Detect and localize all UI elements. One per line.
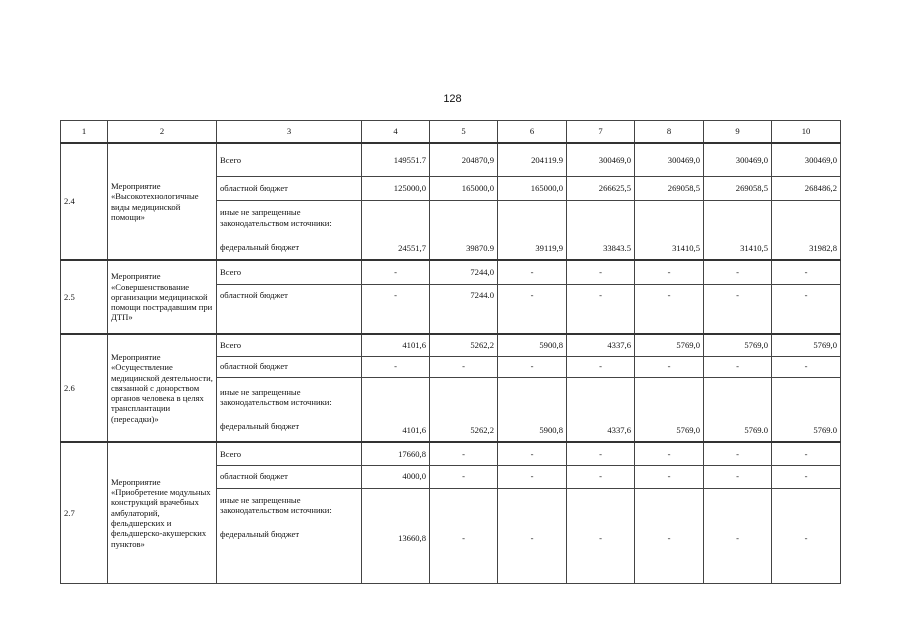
value-cell: - xyxy=(567,284,635,334)
source-label xyxy=(217,200,362,260)
value-cell: - xyxy=(704,356,772,377)
value-cell: - xyxy=(635,488,704,583)
value-cell: - xyxy=(498,284,567,334)
value-cell: - xyxy=(635,442,704,465)
value-cell: 300469,0 xyxy=(567,143,635,176)
value-cell: 5769.0 xyxy=(772,377,841,442)
item-name: Мероприятие «Совершенствование организации медицинской помощи пострадавшим при ДТП» xyxy=(108,260,217,334)
source-label: Всего xyxy=(217,143,362,176)
value-cell: - xyxy=(772,488,841,583)
value-cell: - xyxy=(567,442,635,465)
source-label: областной бюджет xyxy=(217,284,362,334)
page-number: 128 xyxy=(443,93,462,105)
value-cell: - xyxy=(635,465,704,488)
source-label: Всего xyxy=(217,260,362,284)
federal-budget-label: федеральный бюджет xyxy=(220,529,300,540)
item-number: 2.6 xyxy=(61,334,108,442)
column-header: 4 xyxy=(362,121,430,144)
column-header: 6 xyxy=(498,121,567,144)
value-cell: - xyxy=(772,284,841,334)
value-cell: 31982,8 xyxy=(772,200,841,260)
item-number: 2.4 xyxy=(61,143,108,260)
value-cell: 4337,6 xyxy=(567,377,635,442)
source-label: Всего xyxy=(217,442,362,465)
source-label xyxy=(217,488,362,583)
other-sources-label: иные не запрещенные законодательством источники: xyxy=(220,207,332,228)
source-label xyxy=(217,377,362,442)
source-label: областной бюджет xyxy=(217,465,362,488)
column-header: 10 xyxy=(772,121,841,144)
budget-table xyxy=(60,120,841,584)
source-label: областной бюджет xyxy=(217,356,362,377)
value-cell: 7244,0 xyxy=(430,260,498,284)
value-cell: 4101,6 xyxy=(362,377,430,442)
item-name: Мероприятие «Осуществление медицинской деятельности, связанной с донорством органов человека в целях трансплантации (пересадки)» xyxy=(108,334,217,442)
value-cell: 24551,7 xyxy=(362,200,430,260)
value-cell: - xyxy=(498,260,567,284)
value-cell: - xyxy=(567,260,635,284)
value-cell: - xyxy=(498,465,567,488)
value-cell: - xyxy=(772,442,841,465)
value-cell: - xyxy=(704,488,772,583)
value-cell: 4337,6 xyxy=(567,334,635,356)
value-cell: - xyxy=(362,356,430,377)
value-cell: - xyxy=(635,356,704,377)
value-cell: 300469,0 xyxy=(704,143,772,176)
value-cell: - xyxy=(567,356,635,377)
value-cell: - xyxy=(704,465,772,488)
column-header: 1 xyxy=(61,121,108,144)
table-row xyxy=(61,260,841,284)
value-cell: - xyxy=(704,260,772,284)
value-cell: 39119,9 xyxy=(498,200,567,260)
value-cell: - xyxy=(772,356,841,377)
value-cell: 31410,5 xyxy=(704,200,772,260)
value-cell: - xyxy=(498,488,567,583)
value-cell: - xyxy=(430,442,498,465)
item-number: 2.7 xyxy=(61,442,108,583)
value-cell: 269058,5 xyxy=(704,176,772,200)
value-cell: 125000,0 xyxy=(362,176,430,200)
value-cell: - xyxy=(430,465,498,488)
value-cell: 269058,5 xyxy=(635,176,704,200)
value-cell: 4000,0 xyxy=(362,465,430,488)
value-cell: 31410,5 xyxy=(635,200,704,260)
value-cell: 33843.5 xyxy=(567,200,635,260)
value-cell: - xyxy=(635,284,704,334)
value-cell: - xyxy=(498,356,567,377)
value-cell: 4101,6 xyxy=(362,334,430,356)
value-cell: 39870.9 xyxy=(430,200,498,260)
value-cell: 204119.9 xyxy=(498,143,567,176)
value-cell: 5769,0 xyxy=(635,334,704,356)
value-cell: 165000,0 xyxy=(430,176,498,200)
column-header: 2 xyxy=(108,121,217,144)
value-cell: 13660,8 xyxy=(362,488,430,583)
value-cell: - xyxy=(635,260,704,284)
value-cell: 266625,5 xyxy=(567,176,635,200)
value-cell: - xyxy=(772,260,841,284)
value-cell: 149551.7 xyxy=(362,143,430,176)
value-cell: - xyxy=(362,284,430,334)
item-number: 2.5 xyxy=(61,260,108,334)
source-label: областной бюджет xyxy=(217,176,362,200)
value-cell: 5769,0 xyxy=(704,334,772,356)
other-sources-label: иные не запрещенные законодательством источники: xyxy=(220,386,332,408)
value-cell: 5262,2 xyxy=(430,334,498,356)
value-cell: - xyxy=(362,260,430,284)
table-row xyxy=(61,442,841,465)
value-cell: 5900,8 xyxy=(498,334,567,356)
value-cell: 5769.0 xyxy=(704,377,772,442)
table-row xyxy=(61,334,841,356)
value-cell: 5769,0 xyxy=(772,334,841,356)
value-cell: 204870,9 xyxy=(430,143,498,176)
value-cell: 5769,0 xyxy=(635,377,704,442)
value-cell: 5900,8 xyxy=(498,377,567,442)
value-cell: - xyxy=(430,356,498,377)
column-header: 7 xyxy=(567,121,635,144)
other-sources-label: иные не запрещенные законодательством источники: xyxy=(220,494,332,515)
value-cell: - xyxy=(567,465,635,488)
value-cell: - xyxy=(430,488,498,583)
header-row xyxy=(61,121,841,144)
value-cell: 165000,0 xyxy=(498,176,567,200)
value-cell: 268486,2 xyxy=(772,176,841,200)
item-name: Мероприятие «Высокотехнологичные виды медицинской помощи» xyxy=(108,143,217,260)
value-cell: 300469,0 xyxy=(772,143,841,176)
value-cell: - xyxy=(704,284,772,334)
item-name: Мероприятие «Приобретение модульных конструкций врачебных амбулаторий, фельдшерских и фельдшерско-акушерских пунктов» xyxy=(108,442,217,583)
value-cell: - xyxy=(567,488,635,583)
federal-budget-label: федеральный бюджет xyxy=(220,241,300,252)
value-cell: - xyxy=(772,465,841,488)
source-label: Всего xyxy=(217,334,362,356)
value-cell: - xyxy=(498,442,567,465)
value-cell: 5262,2 xyxy=(430,377,498,442)
column-header: 9 xyxy=(704,121,772,144)
column-header: 8 xyxy=(635,121,704,144)
column-header: 3 xyxy=(217,121,362,144)
column-header: 5 xyxy=(430,121,498,144)
value-cell: 300469,0 xyxy=(635,143,704,176)
value-cell: - xyxy=(704,442,772,465)
federal-budget-label: федеральный бюджет xyxy=(220,421,300,432)
value-cell: 17660,8 xyxy=(362,442,430,465)
table-row xyxy=(61,143,841,176)
value-cell: 7244.0 xyxy=(430,284,498,334)
